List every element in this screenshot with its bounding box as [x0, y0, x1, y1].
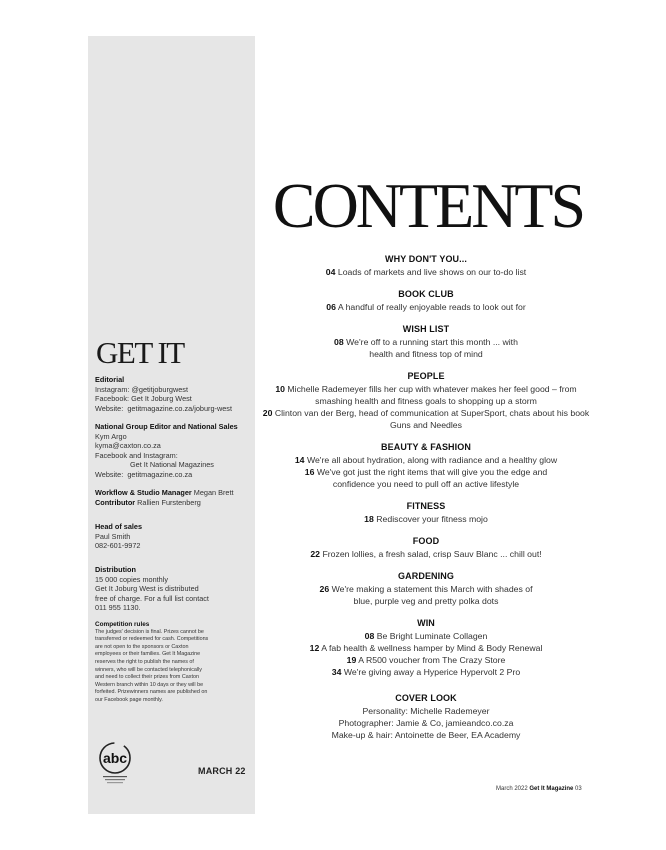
rules-line: reserves the right to publish the names of [95, 658, 194, 665]
section-heading: WISH LIST [402, 323, 450, 334]
issue-label: MARCH 22 [198, 766, 246, 776]
studio-name: Megan Brett [193, 488, 234, 497]
contributor-name: Rallien Furstenberg [137, 497, 201, 507]
section-fitness [260, 500, 592, 525]
national-block [95, 422, 251, 480]
studio-heading: Workflow & Studio Manager [95, 488, 192, 497]
abc-logo-text: abc [102, 750, 128, 766]
contents-entry[interactable]: 18 Rediscover your fitness mojo [364, 513, 488, 524]
distribution-heading: Distribution [95, 565, 136, 574]
rules-line: employees or their families. Get It Magazine [95, 651, 201, 658]
section-heading: WHY DON'T YOU... [385, 254, 467, 264]
distribution-line-1: Get It Joburg West is distributed [95, 584, 199, 594]
national-social-name: Get It National Magazines [130, 460, 214, 470]
page-title: CONTENTS [272, 170, 584, 241]
cover-credit: Photographer: Jamie & Co, jamieandco.co.za [338, 717, 514, 728]
contents-entry[interactable]: 12 A fab health & wellness hamper by Mind & Body Renewal [309, 642, 543, 653]
contents-entry[interactable]: 16 We've got just the right items that will give you the edge and confidence you need to pull off an active lifestyle [304, 466, 548, 489]
national-website-label: Website: [95, 469, 124, 479]
distribution-copies: 15 000 copies monthly [95, 574, 169, 584]
cover-credit: Personality: Michelle Rademeyer [362, 705, 490, 716]
contents-entry[interactable]: 26 We're making a statement this March with shades of blue, purple veg and pretty polka dots [319, 583, 533, 606]
section-heading: BOOK CLUB [398, 288, 454, 299]
section-heading: BEAUTY & FASHION [381, 441, 471, 452]
section-heading: FITNESS [406, 501, 446, 512]
section-heading: FOOD [412, 535, 440, 546]
rules-line: winners, who will be contacted telephonically [95, 666, 202, 673]
distribution-phone: 011 955 1130. [95, 603, 141, 613]
section-book-club [260, 288, 592, 313]
rules-line: and need to collect their prizes from Caxton [95, 674, 199, 681]
section-heading: GARDENING [398, 570, 454, 581]
section-heading: WIN [417, 617, 435, 628]
rules-line: our Facebook page monthly. [95, 696, 163, 703]
facebook-handle: Facebook: Get It Joburg West [95, 394, 192, 404]
rules-line: transferred or redeemed for cash. Competitions [95, 636, 209, 643]
sales-name: Paul Smith [95, 531, 131, 541]
rules-heading: Competition rules [95, 621, 150, 628]
section-win [260, 617, 592, 678]
folio-page: 03 [575, 786, 582, 792]
page-folio [496, 786, 582, 792]
distribution-block [95, 565, 251, 613]
section-heading: COVER LOOK [395, 692, 457, 703]
contents-entry[interactable]: 08 Be Bright Luminate Collagen [364, 630, 488, 641]
contributor-heading: Contributor [95, 497, 136, 507]
rules-line: Western branch within 10 days or they will be [95, 681, 204, 688]
contents-entry[interactable]: 34 We're giving away a Hyperice Hypervolt 2 Pro [331, 666, 521, 677]
section-cover-look [260, 692, 592, 741]
rules-line: The judges' decision is final. Prizes cannot be [95, 628, 204, 635]
section-food [260, 535, 592, 560]
contents-entry[interactable]: 10 Michelle Rademeyer fills her cup with whatever makes her feel good – from smashing health and fitness goals to shopping up a storm [275, 383, 577, 406]
rules-line: forfeited. Prizewinners names are published on [95, 689, 208, 696]
instagram-handle: Instagram: @getitjoburgwest [95, 384, 188, 394]
editorial-block [95, 375, 251, 413]
national-social-label: Facebook and Instagram: [95, 450, 178, 460]
brand-logo: GET IT [96, 335, 184, 370]
contents-entry[interactable]: 08 We're off to a running start this month ... with health and fitness top of mind [334, 336, 518, 359]
sales-block [95, 522, 251, 551]
section-why-dont-you [260, 253, 592, 278]
section-beauty-fashion [260, 441, 592, 490]
contents-entry[interactable]: 04 Loads of markets and live shows on our to-do list [325, 266, 527, 277]
section-heading: PEOPLE [407, 370, 445, 381]
rules-line: are not open to the sponsors or Caxton [95, 643, 189, 650]
abc-audit-logo [93, 740, 137, 788]
sales-phone: 082-601-9972 [95, 541, 141, 551]
national-website-link[interactable]: getitmagazine.co.za [127, 469, 193, 479]
contents-entry[interactable]: 22 Frozen lollies, a fresh salad, crisp Sauv Blanc ... chill out! [310, 548, 542, 559]
national-email[interactable]: kyma@caxton.co.za [95, 441, 161, 451]
distribution-line-2: free of charge. For a full list contact [95, 593, 209, 603]
section-gardening [260, 570, 592, 607]
contents-entry[interactable]: 06 A handful of really enjoyable reads to look out for [326, 301, 526, 312]
competition-rules [95, 621, 251, 705]
contents-list [260, 253, 592, 751]
folio-date: March 2022 [496, 786, 528, 792]
contents-entry[interactable]: 19 A R500 voucher from The Crazy Store [346, 654, 506, 665]
section-people [260, 370, 592, 431]
contents-entry[interactable]: 14 We're all about hydration, along with radiance and a healthy glow [294, 454, 558, 465]
editorial-heading: Editorial [95, 375, 125, 384]
website-label: Website: [95, 403, 124, 413]
sales-heading: Head of sales [95, 522, 143, 531]
section-wish-list [260, 323, 592, 360]
folio-magazine: Get It Magazine [529, 786, 574, 792]
website-link[interactable]: getitmagazine.co.za/joburg-west [127, 403, 232, 413]
national-heading: National Group Editor and National Sales [95, 422, 238, 431]
cover-credit: Make-up & hair: Antoinette de Beer, EA Academy [331, 729, 521, 740]
studio-block [95, 488, 251, 507]
contents-entry[interactable]: 20 Clinton van der Berg, head of communication at SuperSport, chats about his book Guns and Needles [262, 407, 590, 430]
national-name: Kym Argo [95, 431, 127, 441]
